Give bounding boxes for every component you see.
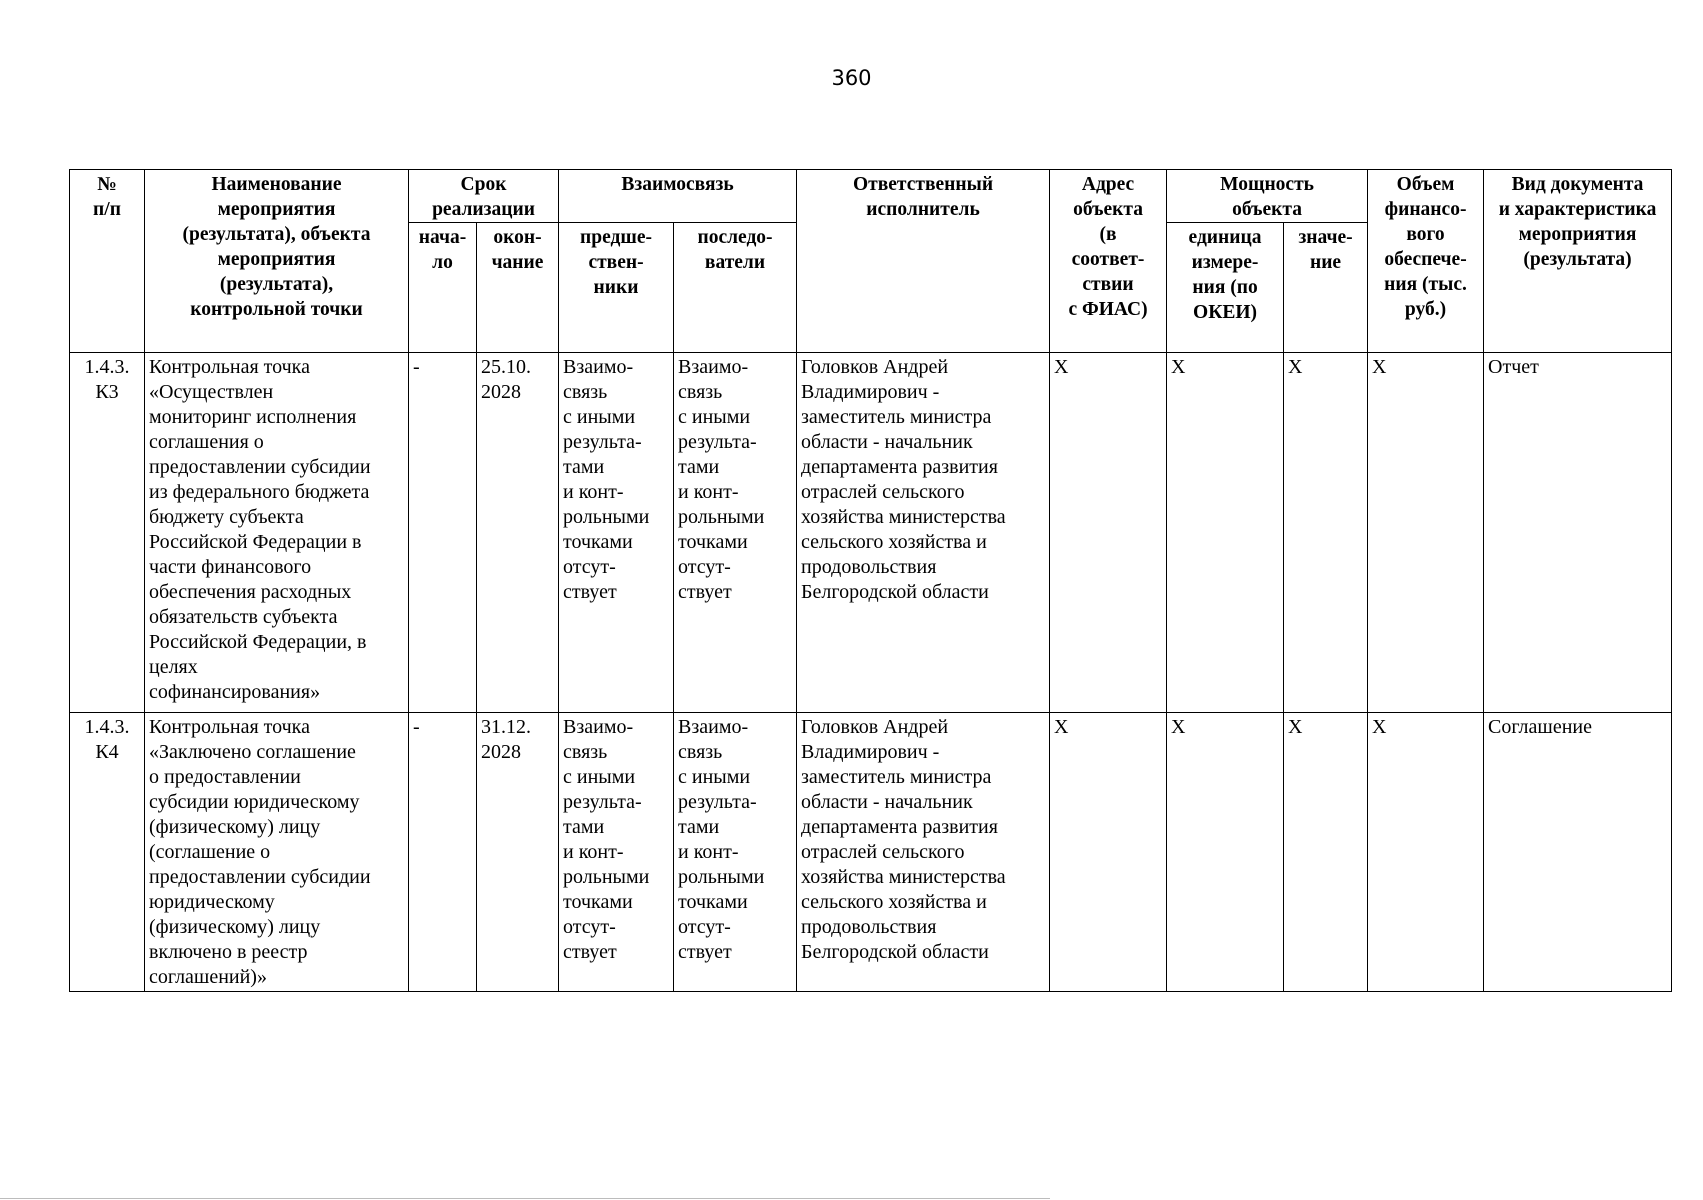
text-line: 2028	[481, 381, 521, 403]
text-line: отсут-	[678, 916, 731, 938]
text-line: результа-	[563, 791, 642, 813]
text-line: отсут-	[563, 916, 616, 938]
text-line: «Заключено соглашение	[149, 741, 356, 763]
text-line: Головков Андрей	[801, 356, 949, 378]
text-line: Белгородской области	[801, 581, 989, 603]
row-responsible	[797, 353, 1050, 713]
text-line: включено в реестр	[149, 941, 308, 963]
text-line: области - начальник	[801, 431, 973, 453]
text-line: вого	[1406, 224, 1445, 245]
header-term-end	[477, 223, 559, 353]
text-line: Срок	[460, 174, 507, 195]
text-line: предше-	[580, 227, 652, 248]
row-successors	[674, 713, 797, 992]
row-name	[145, 713, 409, 992]
text-line: Российской Федерации, в	[149, 631, 367, 653]
text-line: юридическому	[149, 891, 275, 913]
text-line: департамента развития	[801, 816, 998, 838]
text-line: ния (по	[1192, 277, 1258, 298]
row-value: X	[1284, 713, 1368, 992]
text-line: точками	[678, 531, 748, 553]
text-line: отсут-	[563, 556, 616, 578]
text-line: Взаимо-	[678, 716, 749, 738]
events-table	[69, 169, 1672, 992]
text-line: точками	[563, 531, 633, 553]
text-line: ствует	[563, 941, 617, 963]
text-line: мероприятия	[217, 199, 336, 220]
header-relation-prev	[559, 223, 674, 353]
text-line: мероприятия	[217, 249, 336, 270]
text-line: соглашения о	[149, 431, 264, 453]
text-line: обеспечения расходных	[149, 581, 352, 603]
text-line: с ФИАС)	[1068, 299, 1148, 320]
row-address: X	[1050, 353, 1167, 713]
text-line: связь	[678, 381, 723, 403]
text-line: рольными	[678, 866, 765, 888]
text-line: целях	[149, 656, 198, 678]
text-line: и конт-	[678, 841, 739, 863]
header-relation-next	[674, 223, 797, 353]
text-line: Вид документа	[1511, 174, 1644, 195]
text-line: Белгородской области	[801, 941, 989, 963]
text-line: исполнитель	[866, 199, 980, 220]
text-line: результа-	[678, 791, 757, 813]
text-line: ствует	[678, 941, 732, 963]
text-line: о предоставлении	[149, 766, 301, 788]
text-line: чание	[491, 252, 544, 273]
text-line: значе-	[1298, 227, 1353, 248]
text-line: с иными	[678, 766, 751, 788]
row-unit: X	[1167, 353, 1284, 713]
row-responsible	[797, 713, 1050, 992]
text-line: хозяйства министерства	[801, 506, 1006, 528]
text-line: №	[97, 174, 117, 195]
text-line: Владимирович -	[801, 381, 940, 403]
text-line: единица	[1188, 227, 1262, 248]
text-line: хозяйства министерства	[801, 866, 1006, 888]
text-line: (соглашение о	[149, 841, 271, 863]
text-line: Контрольная точка	[149, 716, 310, 738]
header-relation	[559, 170, 797, 223]
header-num	[70, 170, 145, 353]
text-line: результа-	[563, 431, 642, 453]
text-line: рольными	[563, 506, 650, 528]
text-line: (физическому) лицу	[149, 916, 321, 938]
header-responsible	[797, 170, 1050, 353]
row-number	[70, 353, 145, 713]
text-line: ОКЕИ)	[1193, 302, 1258, 323]
row-predecessors	[559, 713, 674, 992]
text-line: точками	[563, 891, 633, 913]
text-line: связь	[678, 741, 723, 763]
row-address: X	[1050, 713, 1167, 992]
text-line: субсидии юридическому	[149, 791, 360, 813]
page-number: 360	[831, 66, 872, 90]
text-line: ствует	[678, 581, 732, 603]
row-doc-type: Отчет	[1484, 353, 1672, 713]
text-line: (результата), объекта	[182, 224, 371, 245]
text-line: мониторинг исполнения	[149, 406, 357, 428]
text-line: Взаимо-	[563, 356, 634, 378]
text-line: Ответственный	[852, 174, 994, 195]
text-line: нача-	[418, 227, 467, 248]
row-number	[70, 713, 145, 992]
text-line: бюджету субъекта	[149, 506, 304, 528]
text-line: (результата),	[219, 274, 334, 295]
header-name	[145, 170, 409, 353]
row-funding: X	[1368, 353, 1484, 713]
row-value: X	[1284, 353, 1368, 713]
text-line: с иными	[563, 406, 636, 428]
text-line: (в	[1099, 224, 1117, 245]
row-start: -	[409, 353, 477, 713]
text-line: и характеристика	[1498, 199, 1657, 220]
text-line: продовольствия	[801, 556, 937, 578]
text-line: Объем	[1396, 174, 1455, 195]
text-line: рольными	[563, 866, 650, 888]
text-line: К4	[95, 741, 119, 763]
header-term-start	[409, 223, 477, 353]
text-line: 25.10.	[481, 356, 531, 378]
text-line: ние	[1309, 252, 1342, 273]
header-doc	[1484, 170, 1672, 353]
header-capacity	[1167, 170, 1368, 223]
text-line: Российской Федерации в	[149, 531, 362, 553]
text-line: соглашений)»	[149, 966, 267, 988]
text-line: финансо-	[1384, 199, 1467, 220]
text-line: ствии	[1082, 274, 1134, 295]
text-line: сельского хозяйства и	[801, 891, 987, 913]
text-line: объекта	[1073, 199, 1143, 220]
text-line: связь	[563, 381, 608, 403]
text-line: ники	[593, 277, 639, 298]
text-line: продовольствия	[801, 916, 937, 938]
row-successors	[674, 353, 797, 713]
header-funding	[1368, 170, 1484, 353]
text-line: Головков Андрей	[801, 716, 949, 738]
text-line: «Осуществлен	[149, 381, 274, 403]
text-line: соответ-	[1071, 249, 1145, 270]
table-row	[70, 713, 1672, 992]
text-line: обязательств субъекта	[149, 606, 338, 628]
row-doc-type: Соглашение	[1484, 713, 1672, 992]
text-line: п/п	[93, 199, 121, 220]
text-line: предоставлении субсидии	[149, 866, 371, 888]
text-line: и конт-	[563, 841, 624, 863]
text-line: части финансового	[149, 556, 312, 578]
text-line: (физическому) лицу	[149, 816, 321, 838]
text-line: результа-	[678, 431, 757, 453]
text-line: сельского хозяйства и	[801, 531, 987, 553]
row-predecessors	[559, 353, 674, 713]
text-line: Взаимосвязь	[621, 174, 734, 195]
text-line: тами	[678, 816, 720, 838]
text-line: Наименование	[211, 174, 342, 195]
text-line: заместитель министра	[801, 766, 992, 788]
text-line: заместитель министра	[801, 406, 992, 428]
text-line: последо-	[697, 227, 773, 248]
text-line: департамента развития	[801, 456, 998, 478]
text-line: области - начальник	[801, 791, 973, 813]
text-line: ствует	[563, 581, 617, 603]
text-line: объекта	[1232, 199, 1302, 220]
text-line: 1.4.3.	[84, 356, 130, 378]
text-line: связь	[563, 741, 608, 763]
text-line: с иными	[678, 406, 751, 428]
text-line: и конт-	[563, 481, 624, 503]
row-end	[477, 713, 559, 992]
text-line: Взаимо-	[678, 356, 749, 378]
text-line: Взаимо-	[563, 716, 634, 738]
text-line: реализации	[432, 199, 535, 220]
text-line: точками	[678, 891, 748, 913]
text-line: ния (тыс.	[1384, 274, 1467, 295]
text-line: ствен-	[588, 252, 644, 273]
text-line: из федерального бюджета	[149, 481, 370, 503]
text-line: Владимирович -	[801, 741, 940, 763]
text-line: тами	[678, 456, 720, 478]
text-line: ло	[432, 252, 453, 273]
text-line: контрольной точки	[190, 299, 363, 320]
row-end	[477, 353, 559, 713]
text-line: с иными	[563, 766, 636, 788]
header-capacity-unit	[1167, 223, 1284, 353]
text-line: мероприятия	[1518, 224, 1637, 245]
text-line: отраслей сельского	[801, 841, 965, 863]
text-line: Контрольная точка	[149, 356, 310, 378]
text-line: 1.4.3.	[84, 716, 130, 738]
header-row-1	[70, 170, 1672, 223]
text-line: тами	[563, 816, 605, 838]
text-line: ватели	[704, 252, 766, 273]
text-line: (результата)	[1523, 249, 1632, 270]
text-line: предоставлении субсидии	[149, 456, 371, 478]
text-line: тами	[563, 456, 605, 478]
text-line: 2028	[481, 741, 521, 763]
text-line: отраслей сельского	[801, 481, 965, 503]
header-capacity-value	[1284, 223, 1368, 353]
header-term	[409, 170, 559, 223]
text-line: рольными	[678, 506, 765, 528]
text-line: К3	[95, 381, 119, 403]
text-line: окон-	[493, 227, 542, 248]
text-line: отсут-	[678, 556, 731, 578]
text-line: Адрес	[1081, 174, 1135, 195]
text-line: софинансирования»	[149, 681, 321, 703]
text-line: 31.12.	[481, 716, 531, 738]
text-line: Мощность	[1220, 174, 1314, 195]
row-start: -	[409, 713, 477, 992]
text-line: измере-	[1191, 252, 1259, 273]
text-line: и конт-	[678, 481, 739, 503]
table-row	[70, 353, 1672, 713]
text-line: руб.)	[1404, 299, 1447, 320]
row-funding: X	[1368, 713, 1484, 992]
row-name	[145, 353, 409, 713]
text-line: обеспече-	[1384, 249, 1467, 270]
scan-edge-line	[0, 1198, 1050, 1199]
header-address	[1050, 170, 1167, 353]
row-unit: X	[1167, 713, 1284, 992]
